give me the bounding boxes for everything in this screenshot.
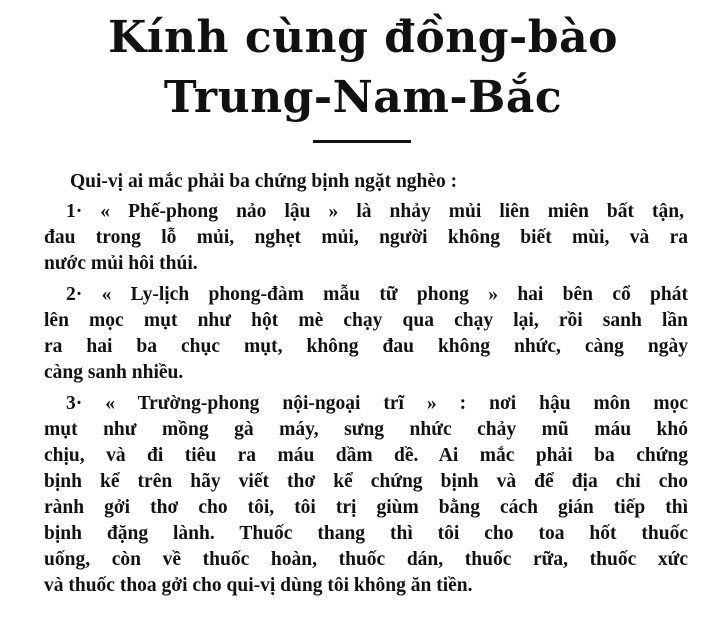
item-3-line-5: rành gởi thơ cho tôi, tôi trị giùm bằng cách gián tiếp thì <box>44 497 688 518</box>
title-line-1: Kính cùng đồng-bào <box>108 12 618 63</box>
item-2-line-4: càng sanh nhiều. <box>44 362 184 383</box>
title-line-2: Trung-Nam-Bắc <box>163 72 563 123</box>
item-2-line-2: lên mọc mụt như hột mè chạy qua chạy lại, rồi sanh lần <box>44 310 688 331</box>
item-3-line-8: và thuốc thoa gởi cho qui-vị dùng tôi không ăn tiền. <box>44 575 473 596</box>
item-3-line-3: chịu, và đi tiêu ra máu dầm dề. Ai mắc phải ba chứng <box>44 445 688 466</box>
intro-line: Qui-vị ai mắc phải ba chứng bịnh ngặt nghèo : <box>70 171 458 192</box>
item-1-line-2: đau trong lỗ mủi, nghẹt mủi, người không biết mùi, và ra <box>44 227 688 248</box>
item-1-line-1: 1· « Phế-phong nảo lậu » là nhảy mủi liên miên bất tận, <box>66 201 684 222</box>
item-3-line-1: 3· « Trường-phong nội-ngoại trĩ » : nơi hậu môn mọc <box>66 393 688 414</box>
item-3-line-6: bịnh đặng lành. Thuốc thang thì tôi cho toa hốt thuốc <box>44 523 688 544</box>
article-body <box>44 170 688 610</box>
item-3-line-2: mụt như mồng gà máy, sưng nhức chảy mũ máu khó <box>44 419 688 440</box>
title-divider <box>313 140 411 143</box>
item-3-line-4: bịnh kể trên hãy viết thơ kể chứng bịnh và để địa chỉ cho <box>44 471 688 492</box>
item-2-line-1: 2· « Ly-lịch phong-đàm mẫu tữ phong » hai bên cổ phát <box>66 284 688 305</box>
item-1-line-3: nước mủi hôi thúi. <box>44 253 198 274</box>
item-2-line-3: ra hai ba chục mụt, không đau không nhức, càng ngày <box>44 336 688 357</box>
item-3-line-7: uống, còn về thuốc hoàn, thuốc dán, thuốc rữa, thuốc xức <box>44 549 688 570</box>
